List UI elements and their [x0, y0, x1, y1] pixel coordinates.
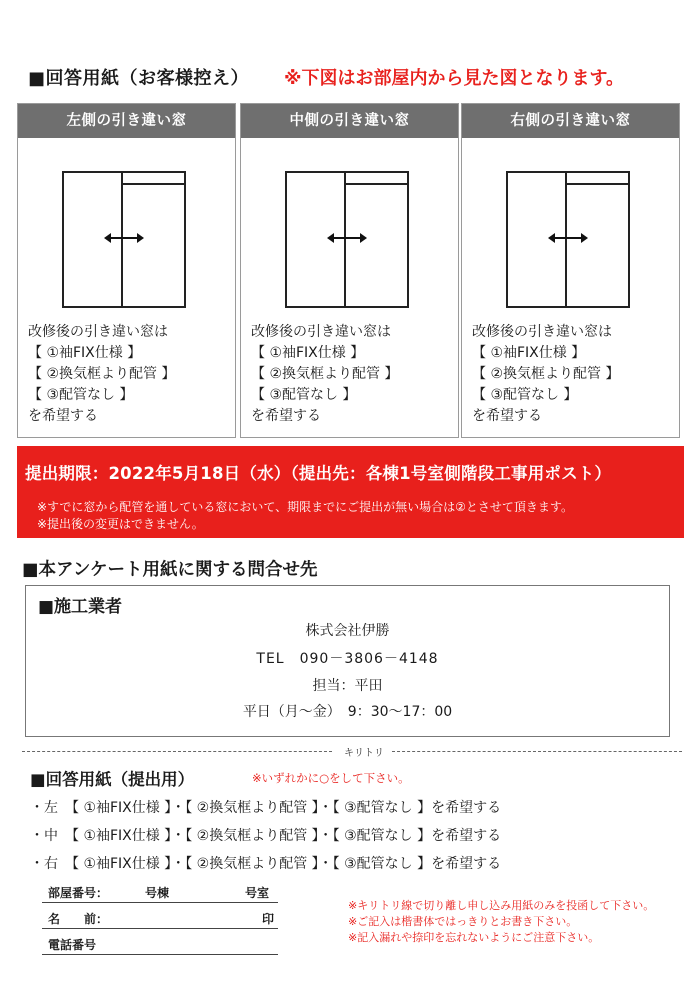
answer-note: ※いずれかに○をして下さい。 [252, 771, 410, 785]
room-number-line [42, 902, 278, 903]
card-heading: 左側の引き違い窓 [18, 104, 235, 138]
cut-label: キリトリ [344, 748, 384, 759]
building-unit: 号棟 [145, 886, 170, 900]
choice-row-left: ・左 【 ①袖FIX仕様 】・【 ②換気框より配管 】・【 ③配管なし 】を希望する [30, 800, 502, 816]
double-arrow-icon [327, 231, 367, 245]
answer-title: ■回答用紙（提出用） [30, 770, 195, 789]
page-title: ■回答用紙（お客様控え） [28, 68, 250, 89]
contractor-heading: ■施工業者 [38, 597, 123, 617]
footnote-2: ※ご記入は楷書体ではっきりとお書き下さい。 [348, 915, 578, 928]
card-options: 改修後の引き違い窓は 【 ①袖FIX仕様 】 【 ②換気框より配管 】 【 ③配管なし 】 を希望する [251, 324, 399, 424]
window-card-middle [240, 103, 459, 438]
view-note: ※下図はお部屋内から見た図となります。 [284, 68, 625, 89]
deadline-note-1: ※すでに窓から配管を通している窓において、期限までにご提出が無い場合は②とさせて頂きます。 [37, 500, 573, 514]
deadline-banner [17, 446, 684, 538]
name-label: 名 前： [48, 912, 109, 926]
cut-line [22, 744, 682, 758]
room-number-label: 部屋番号： [48, 886, 109, 900]
card-options: 改修後の引き違い窓は 【 ①袖FIX仕様 】 【 ②換気框より配管 】 【 ③配管なし 】 を希望する [28, 324, 176, 424]
window-card-left [17, 103, 236, 438]
seal-mark: 印 [262, 912, 275, 926]
deadline-note-2: ※提出後の変更はできません。 [37, 517, 204, 531]
window-card-right [461, 103, 680, 438]
name-line [42, 928, 278, 929]
double-arrow-icon [104, 231, 144, 245]
card-heading: 右側の引き違い窓 [462, 104, 679, 138]
footnote-1: ※キリトリ線で切り離し申し込み用紙のみを投函して下さい。 [348, 899, 655, 912]
contact-person: 担当：平田 [312, 678, 383, 694]
card-options: 改修後の引き違い窓は 【 ①袖FIX仕様 】 【 ②換気框より配管 】 【 ③配管なし 】 を希望する [472, 324, 620, 424]
contact-box [25, 585, 670, 737]
deadline-text: 提出期限：2022年5月18日（水）（提出先：各棟1号室側階段工事用ポスト） [25, 464, 612, 483]
company-name: 株式会社伊勝 [305, 623, 390, 639]
phone-label: 電話番号 [48, 938, 97, 952]
contact-section-title: ■本アンケート用紙に関する問合せ先 [22, 560, 318, 580]
double-arrow-icon [548, 231, 588, 245]
room-unit: 号室 [245, 886, 270, 900]
choice-row-middle: ・中 【 ①袖FIX仕様 】・【 ②換気框より配管 】・【 ③配管なし 】を希望する [30, 828, 502, 844]
card-heading: 中側の引き違い窓 [241, 104, 458, 138]
choice-row-right: ・右 【 ①袖FIX仕様 】・【 ②換気框より配管 】・【 ③配管なし 】を希望する [30, 856, 502, 872]
phone-line [42, 954, 278, 955]
sliding-window-diagram [285, 171, 409, 308]
sliding-window-diagram [62, 171, 186, 308]
footnote-3: ※記入漏れや捺印を忘れないようにご注意下さい。 [348, 931, 600, 944]
sliding-window-diagram [506, 171, 630, 308]
business-hours: 平日（月～金） 9：30～17：00 [242, 704, 453, 720]
phone-number: TEL 090－3806－4148 [256, 651, 439, 667]
